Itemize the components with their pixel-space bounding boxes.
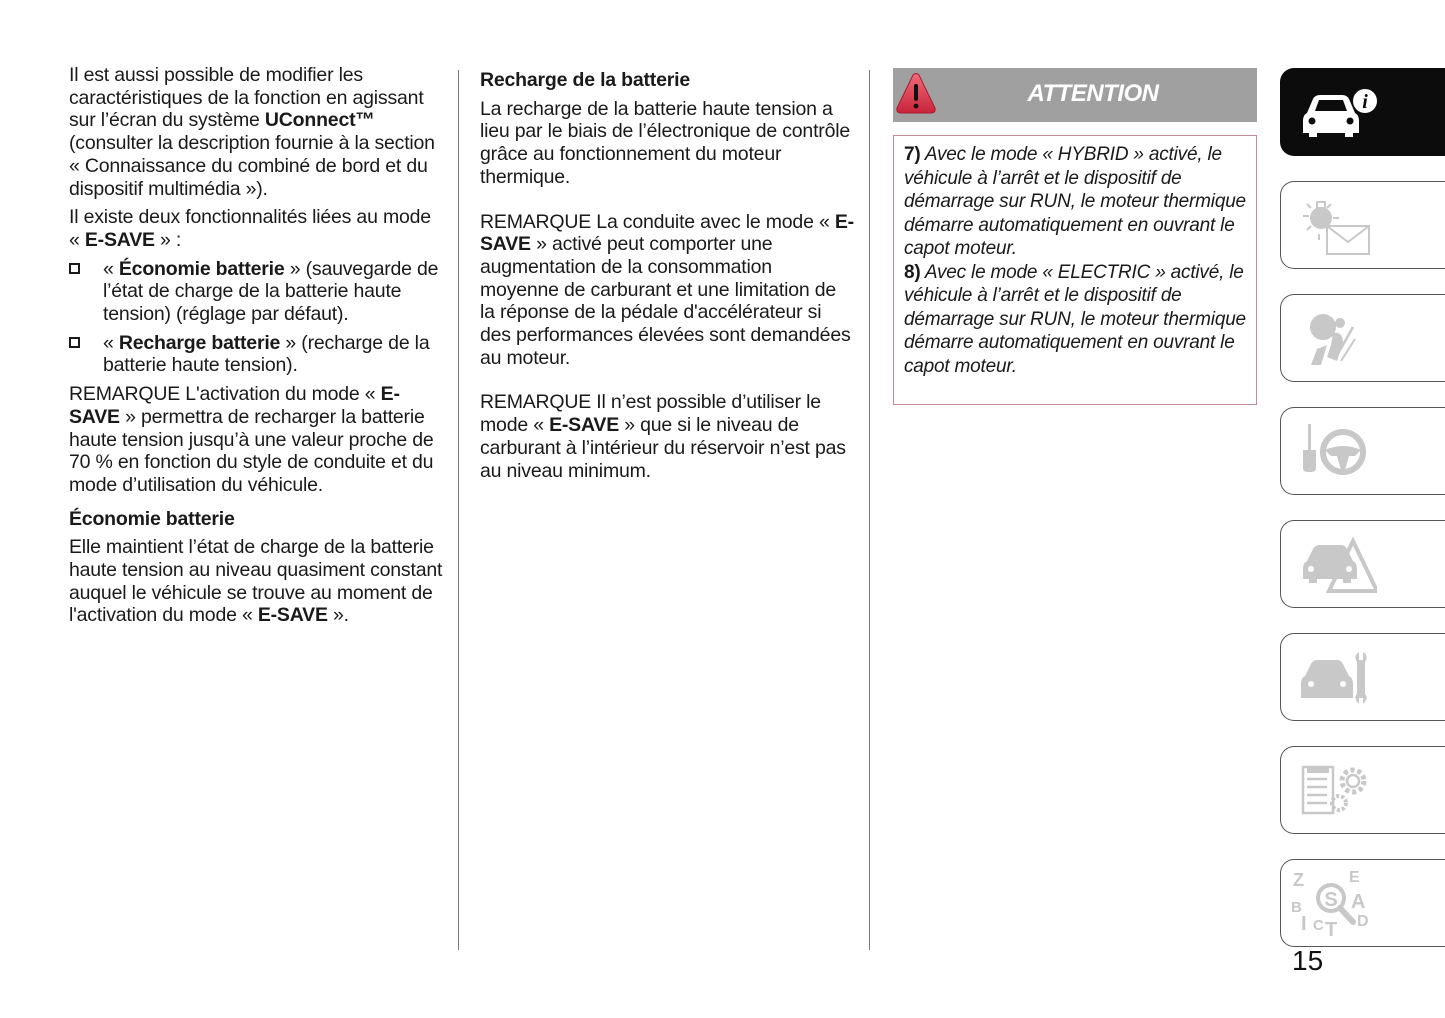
warning-title: ATTENTION <box>1027 80 1159 107</box>
breakdown-triangle-icon <box>1297 535 1377 595</box>
svg-text:A: A <box>1351 891 1366 913</box>
page-number: 15 <box>1292 945 1324 976</box>
svg-text:C: C <box>1313 917 1324 934</box>
column-left <box>69 64 444 627</box>
specifications-gears-icon <box>1297 761 1377 821</box>
tab-emergency[interactable] <box>1280 520 1445 608</box>
tab-maintenance[interactable] <box>1280 633 1445 721</box>
tab-starting-driving[interactable] <box>1280 407 1445 495</box>
warning-box <box>893 68 1257 405</box>
svg-text:T: T <box>1325 919 1338 936</box>
section-heading: Économie batterie <box>69 507 235 530</box>
bullet-item: « Économie batterie » (sauvegarde de l’état de charge de la batterie haute tension) (réglage par défaut). <box>69 258 444 326</box>
intro-paragraph: Il est aussi possible de modifier les caractéristiques de la fonction en agissant sur l’écran du système UConnect™ (consulter la description fournie à la section « Connaissance du combiné de bord et du dispositif multimédia »). <box>69 64 435 200</box>
column-divider <box>869 70 870 950</box>
index-search-icon <box>1289 866 1379 936</box>
checkbox-bullet-icon <box>69 263 80 274</box>
checkbox-bullet-icon <box>69 337 80 348</box>
column-divider <box>458 70 459 950</box>
car-maintenance-wrench-icon <box>1297 648 1377 708</box>
car-info-icon <box>1297 83 1377 143</box>
warning-header <box>893 68 1257 122</box>
warning-item: 7) Avec le mode « HYBRID » activé, le véhicule à l’arrêt et le dispositif de démarrage sur RUN, le moteur thermique démarre automatiquement en ouvrant le capot moteur. <box>904 144 1246 259</box>
key-steering-wheel-icon <box>1297 422 1377 482</box>
features-paragraph: Il existe deux fonctionnalités liées au mode « E-SAVE » : <box>69 206 431 251</box>
svg-text:S: S <box>1324 889 1338 911</box>
recharge-paragraph: La recharge de la batterie haute tension a lieu par le biais de l’électronique de contrôle grâce au fonctionnement du moteur thermique. <box>480 97 851 188</box>
svg-text:Z: Z <box>1293 870 1304 890</box>
column-middle <box>480 69 855 482</box>
svg-text:I: I <box>1301 913 1307 935</box>
bullet-item: « Recharge batterie » (recharge de la batterie haute tension). <box>69 332 444 377</box>
tab-safety[interactable] <box>1280 294 1445 382</box>
tab-car-info[interactable] <box>1280 68 1445 156</box>
svg-text:D: D <box>1357 913 1369 930</box>
airbag-seatbelt-icon <box>1297 309 1377 369</box>
tab-technical-data[interactable] <box>1280 746 1445 834</box>
warning-item: 8) Avec le mode « ELECTRIC » activé, le véhicule à l’arrêt et le dispositif de démarrage sur RUN, le moteur thermique démarre automatiquement en ouvrant le capot moteur. <box>904 261 1246 377</box>
section-heading: Recharge de la batterie <box>480 69 690 91</box>
svg-text:E: E <box>1349 869 1360 886</box>
remark-paragraph: REMARQUE Il n’est possible d’utiliser le mode « E-SAVE » que si le niveau de carburant à l’intérieur du réservoir n’est pas au niveau minimum. <box>480 391 846 482</box>
svg-text:i: i <box>1362 91 1368 113</box>
remark-paragraph: REMARQUE L'activation du mode « E-SAVE » permettra de recharger la batterie haute tension jusqu’à une valeur proche de 70 % en fonction du style de conduite et du mode d’utilisation du véhicule. <box>69 383 434 496</box>
svg-text:B: B <box>1291 899 1302 916</box>
warning-light-message-icon <box>1297 196 1377 256</box>
tab-warning-lights[interactable] <box>1280 181 1445 269</box>
economy-paragraph: Elle maintient l’état de charge de la batterie haute tension au niveau quasiment constant auquel le véhicule se trouve au moment de l'activation du mode « E-SAVE ». <box>69 536 443 627</box>
warning-body <box>893 135 1257 405</box>
remark-paragraph: REMARQUE La conduite avec le mode « E-SAVE » activé peut comporter une augmentation de la consommation moyenne de carburant et une limitation de la réponse de la pédale d'accélérateur si des performances élevées sont demandées au moteur. <box>480 210 854 369</box>
tab-index[interactable] <box>1280 859 1445 947</box>
